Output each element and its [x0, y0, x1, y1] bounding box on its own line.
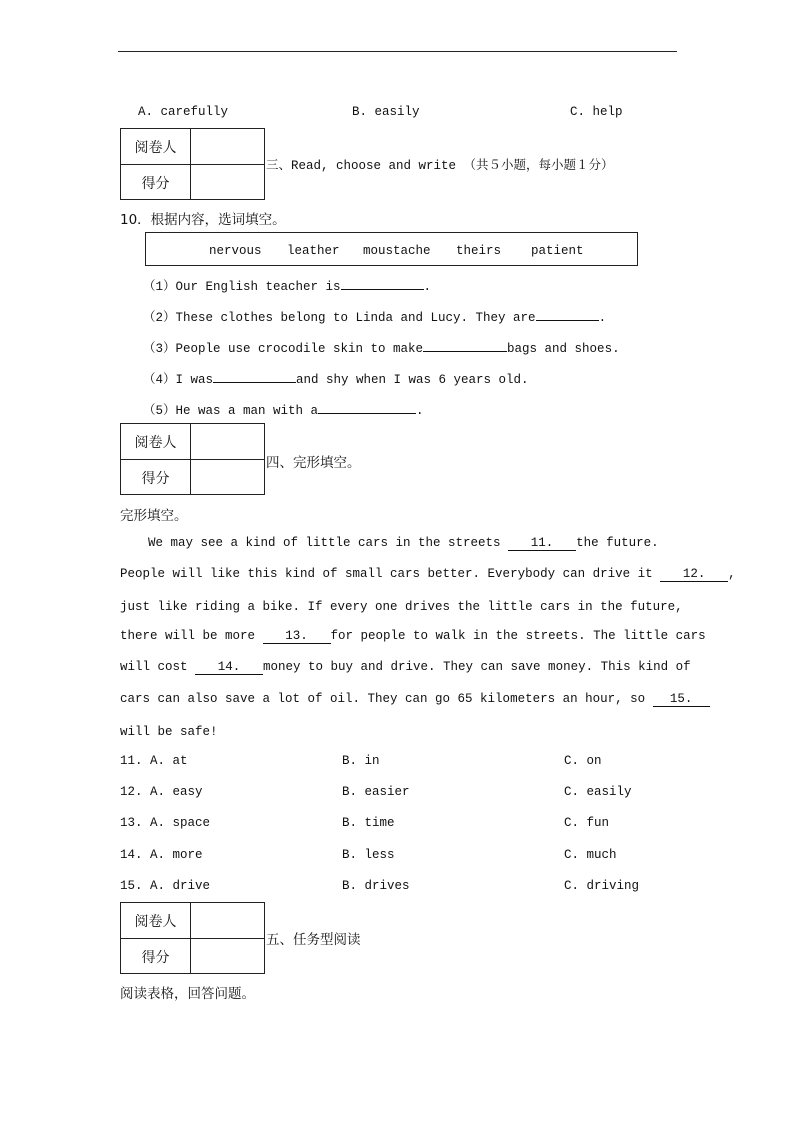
- header-rule: [118, 51, 677, 52]
- word-bank-item: nervous: [209, 244, 262, 258]
- fill-item-text: （3）People use crocodile skin to make: [143, 342, 424, 356]
- section5-title: 五、任务型阅读: [266, 932, 361, 948]
- fill-item-text: .: [598, 311, 607, 325]
- fill-item-text: （2）These clothes belong to Linda and Lucy. They are: [143, 311, 536, 325]
- option-a[interactable]: 15. A. drive: [120, 879, 211, 893]
- fill-item-text: bags and shoes.: [507, 342, 620, 356]
- score-label: 得分: [141, 471, 170, 487]
- passage-line: [120, 567, 736, 582]
- option-c[interactable]: C. easily: [564, 785, 632, 799]
- fill-item-2: [143, 307, 606, 325]
- option-a[interactable]: 12. A. easy: [120, 785, 203, 799]
- section5-instruction: 阅读表格，回答问题。: [120, 986, 255, 1002]
- passage-line: [120, 725, 218, 739]
- fill-item-text: （5）He was a man with a: [143, 404, 319, 418]
- answer-blank[interactable]: [318, 400, 416, 414]
- option-a[interactable]: 11. A. at: [120, 754, 188, 768]
- passage-text: ,: [728, 567, 736, 581]
- passage-line: [148, 536, 659, 551]
- passage-text: for people to walk in the streets. The little cars: [330, 629, 706, 643]
- option-b[interactable]: B. time: [342, 816, 395, 830]
- passage-line: [120, 600, 683, 614]
- fill-item-4: [143, 369, 529, 387]
- section4-title: 四、完形填空。: [266, 455, 361, 471]
- answer-blank[interactable]: [536, 307, 599, 321]
- option-b[interactable]: B. drives: [342, 879, 410, 893]
- passage-text: will be safe!: [120, 725, 218, 739]
- passage-text: cars can also save a lot of oil. They can go 65 kilometers an hour, so: [120, 692, 653, 706]
- passage-line: [120, 629, 706, 644]
- prev-option-c: C. help: [570, 105, 623, 119]
- fill-item-text: .: [416, 404, 424, 418]
- cloze-blank-14[interactable]: 14.: [195, 660, 263, 675]
- fill-item-text: and shy when I was 6 years old.: [296, 373, 529, 387]
- fill-item-text: .: [423, 280, 432, 294]
- cloze-blank-11[interactable]: 11.: [508, 536, 576, 551]
- reviewer-label: 阅卷人: [134, 914, 177, 930]
- option-c[interactable]: C. much: [564, 848, 617, 862]
- passage-text: there will be more: [120, 629, 263, 643]
- fill-item-text: （4）I was: [143, 373, 214, 387]
- cloze-blank-12[interactable]: 12.: [660, 567, 728, 582]
- word-bank-item: patient: [531, 244, 584, 258]
- option-a[interactable]: 13. A. space: [120, 816, 211, 830]
- word-bank-item: theirs: [456, 244, 502, 258]
- word-bank-item: moustache: [363, 244, 431, 258]
- passage-text: money to buy and drive. They can save money. This kind of: [263, 660, 691, 674]
- cloze-blank-15[interactable]: 15.: [653, 692, 710, 707]
- answer-blank[interactable]: [341, 276, 424, 290]
- passage-text: We may see a kind of little cars in the streets: [148, 536, 509, 550]
- cloze-blank-13[interactable]: 13.: [263, 629, 331, 644]
- passage-text: People will like this kind of small cars better. Everybody can drive it: [120, 567, 661, 581]
- word-bank-item: leather: [287, 244, 340, 258]
- fill-item-text: （1）Our English teacher is: [143, 280, 341, 294]
- score-label: 得分: [141, 950, 170, 966]
- passage-text: will cost: [120, 660, 196, 674]
- passage-line: [120, 692, 710, 707]
- score-label: 得分: [141, 176, 170, 192]
- option-b[interactable]: B. in: [342, 754, 380, 768]
- option-c[interactable]: C. driving: [564, 879, 640, 893]
- option-c[interactable]: C. fun: [564, 816, 610, 830]
- fill-item-1: [143, 276, 431, 294]
- passage-text: just like riding a bike. If every one drives the little cars in the future,: [120, 600, 683, 614]
- score-table-section3: [120, 128, 265, 200]
- passage-line: [120, 660, 691, 675]
- section3-title: 三、Read, choose and write （共５小题，每小题１分）: [266, 159, 614, 173]
- reviewer-label: 阅卷人: [134, 140, 177, 156]
- reviewer-label: 阅卷人: [134, 435, 177, 451]
- question-10-prompt: 10．根据内容，选词填空。: [120, 212, 286, 228]
- passage-text: the future.: [576, 536, 659, 550]
- fill-item-3: [143, 338, 620, 356]
- prev-option-b: B. easily: [352, 105, 420, 119]
- score-table-section5: [120, 902, 265, 974]
- option-a[interactable]: 14. A. more: [120, 848, 203, 862]
- option-b[interactable]: B. easier: [342, 785, 410, 799]
- section4-instruction: 完形填空。: [120, 508, 188, 524]
- prev-option-a: A. carefully: [138, 105, 229, 119]
- fill-item-5: [143, 400, 424, 418]
- answer-blank[interactable]: [213, 369, 296, 383]
- option-c[interactable]: C. on: [564, 754, 602, 768]
- score-table-section4: [120, 423, 265, 495]
- answer-blank[interactable]: [423, 338, 507, 352]
- word-bank-box: [145, 232, 638, 266]
- option-b[interactable]: B. less: [342, 848, 395, 862]
